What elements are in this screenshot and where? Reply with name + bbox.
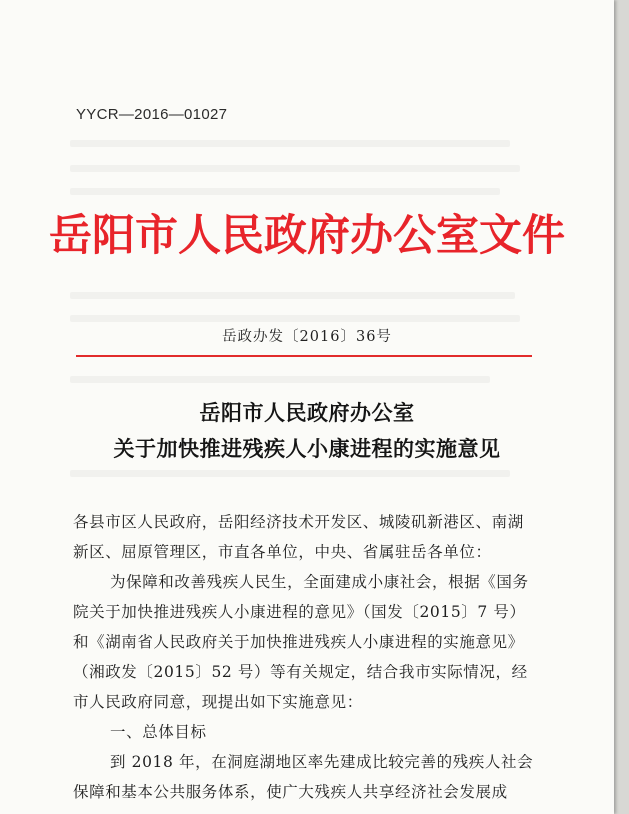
bleed-through-line (70, 188, 500, 195)
body-paragraph-line: 为保障和改善残疾人民生，全面建成小康社会，根据《国务 (110, 573, 529, 591)
addressee-line: 各县市区人民政府，岳阳经济技术开发区、城陵矶新港区、南湖 (73, 513, 524, 531)
body-paragraph-line: 到 2018 年，在洞庭湖地区率先建成比较完善的残疾人社会 (110, 753, 534, 771)
body-paragraph-line: （湘政发〔2015〕52 号）等有关规定，结合我市实际情况，经 (73, 663, 528, 681)
bleed-through-line (70, 470, 510, 477)
notice-title-line-1: 岳阳市人民政府办公室 (199, 401, 415, 425)
document-number: 岳政办发〔2016〕36号 (222, 329, 392, 345)
section-heading: 一、总体目标 (110, 723, 207, 741)
body-paragraph-line: 保障和基本公共服务体系，使广大残疾人共享经济社会发展成 (73, 783, 508, 801)
document-header-title: 岳阳市人民政府办公室文件 (49, 211, 565, 261)
bleed-through-line (70, 140, 510, 147)
document-code: YYCR—2016—01027 (76, 106, 228, 123)
bleed-through-line (70, 292, 515, 299)
body-paragraph-line: 市人民政府同意，现提出如下实施意见： (73, 693, 363, 711)
bleed-through-line (70, 315, 520, 322)
notice-title-line-2: 关于加快推进残疾人小康进程的实施意见 (113, 437, 501, 461)
addressee-line: 新区、屈原管理区，市直各单位，中央、省属驻岳各单位： (73, 543, 492, 561)
red-separator-rule (76, 355, 532, 357)
bleed-through-line (70, 165, 520, 172)
bleed-through-line (70, 376, 490, 383)
body-paragraph-line: 和《湖南省人民政府关于加快推进残疾人小康进程的实施意见》 (73, 633, 524, 651)
body-paragraph-line: 院关于加快推进残疾人小康进程的意见》（国发〔2015〕7 号） (73, 603, 526, 621)
